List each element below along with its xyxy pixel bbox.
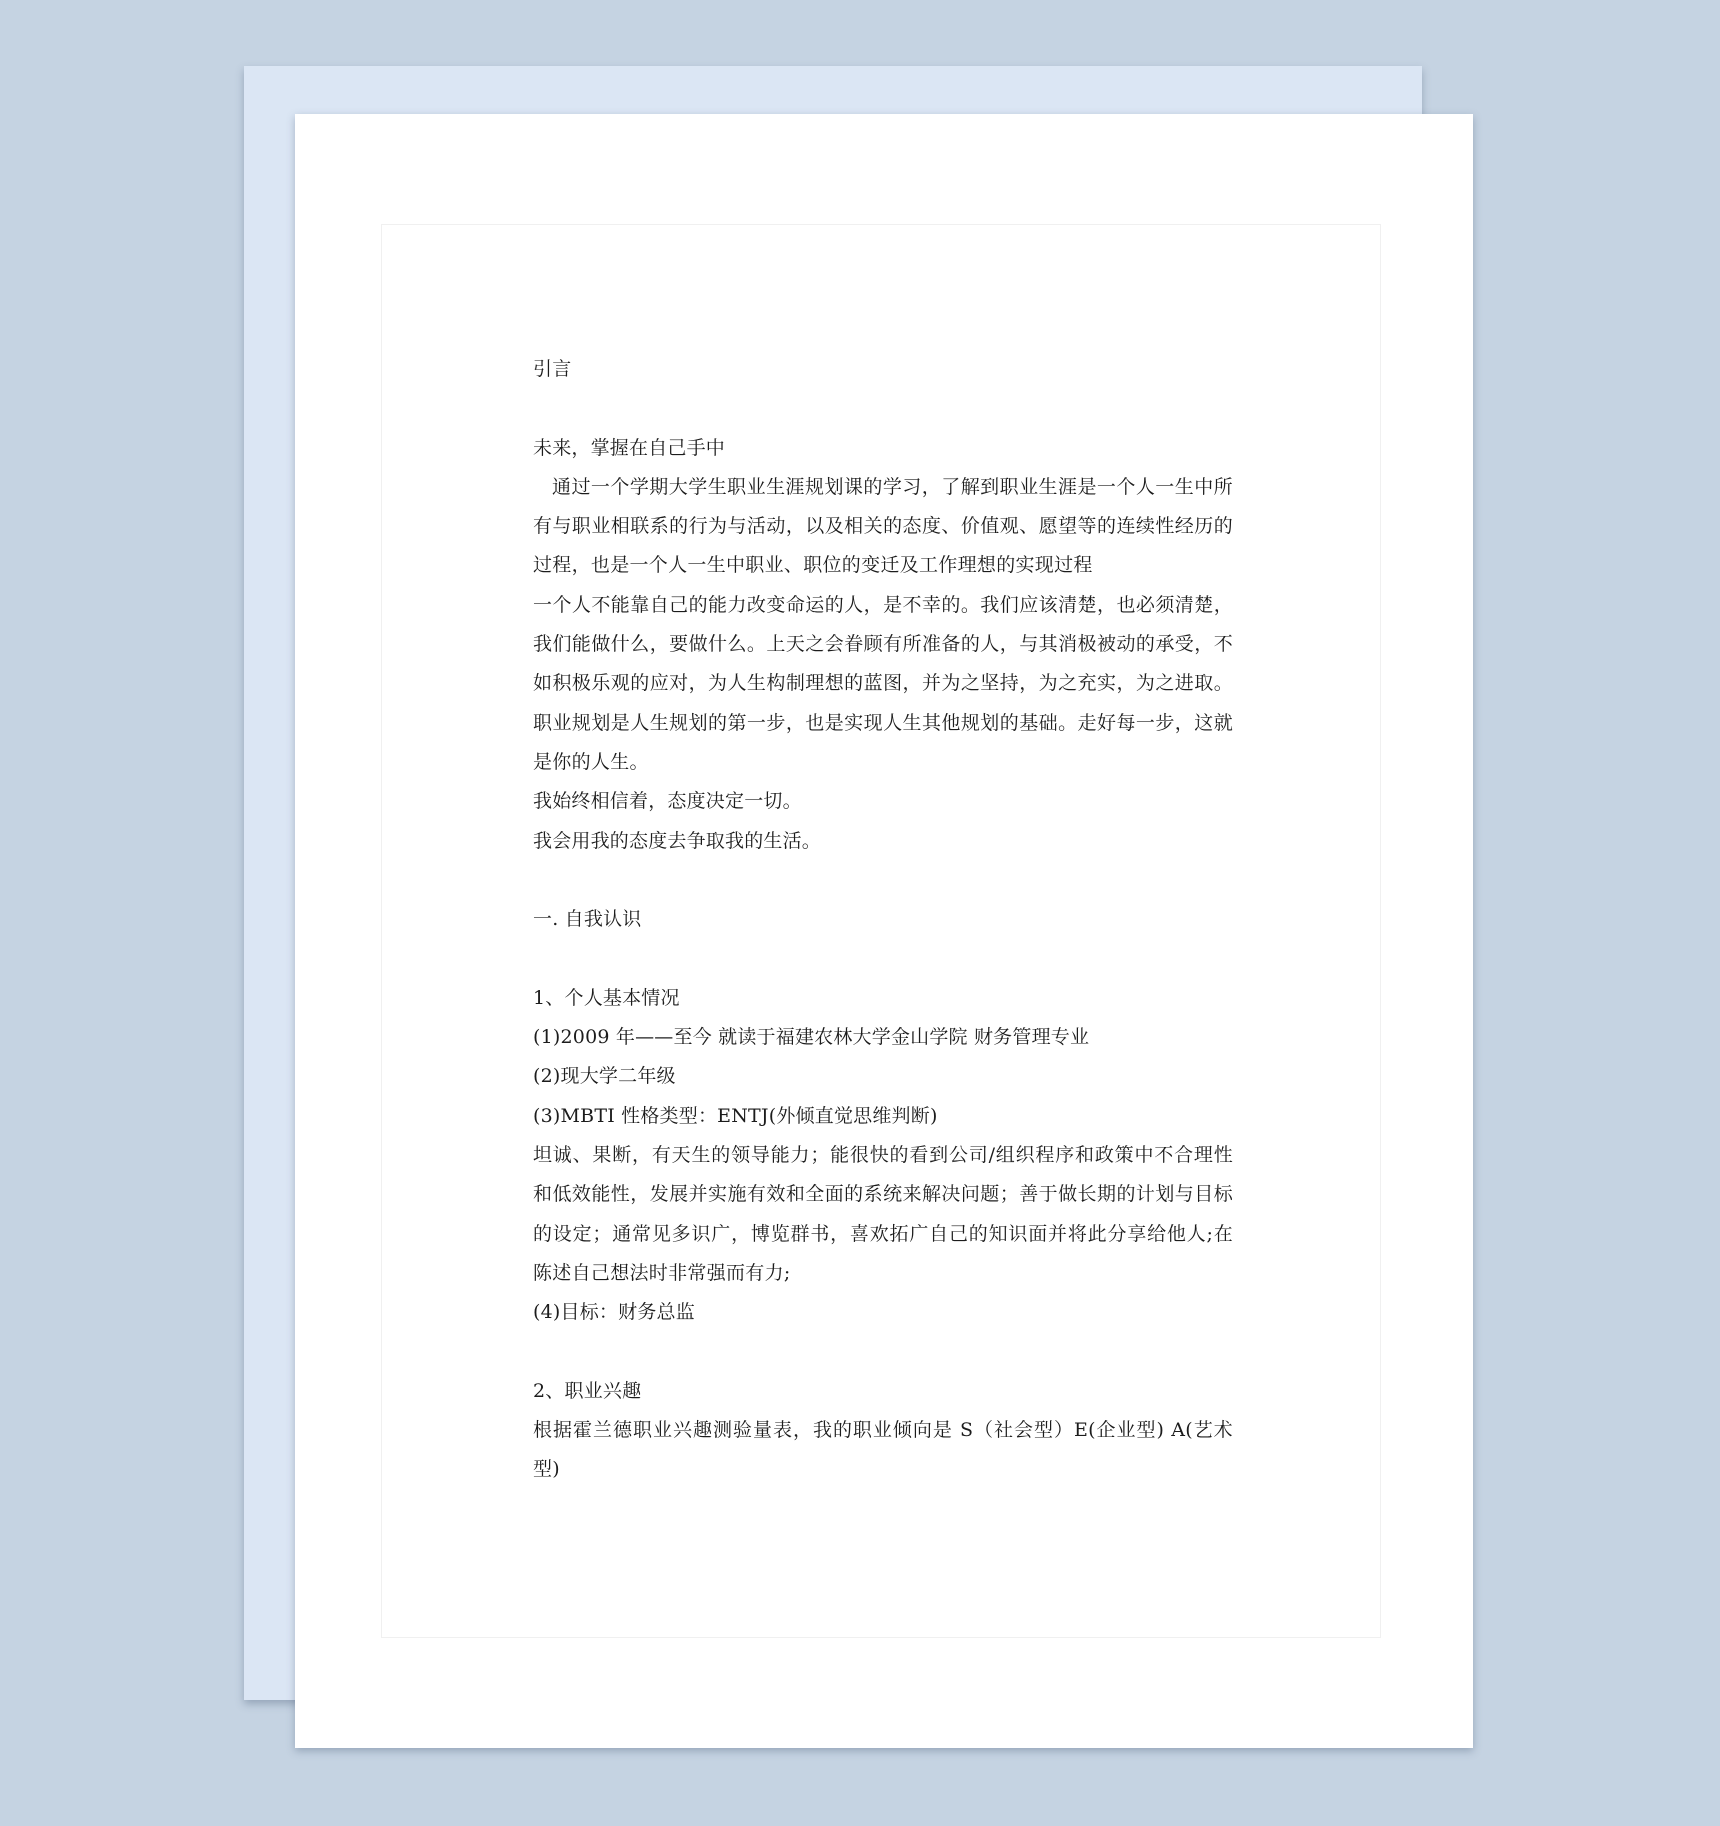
blank-line bbox=[533, 939, 1233, 978]
blank-line bbox=[533, 861, 1233, 900]
subheading-career-interest: 2、职业兴趣 bbox=[533, 1379, 642, 1402]
document-subtitle: 未来，掌握在自己手中 bbox=[533, 436, 726, 459]
document-page bbox=[295, 114, 1473, 1748]
document-title: 引言 bbox=[533, 358, 572, 380]
list-item-goal: (4)目标：财务总监 bbox=[533, 1301, 695, 1324]
list-item-education: (1)2009 年——至今 就读于福建农林大学金山学院 财务管理专业 bbox=[533, 1026, 1090, 1049]
interest-paragraph: 根据霍兰德职业兴趣测验量表，我的职业倾向是 S（社会型）E(企业型) A(艺术型) bbox=[533, 1419, 1233, 1481]
subheading-basic-info: 1、个人基本情况 bbox=[533, 986, 680, 1009]
list-item-mbti: (3)MBTI 性格类型：ENTJ(外倾直觉思维判断) bbox=[533, 1104, 938, 1127]
personality-paragraph: 坦诚、果断，有天生的领导能力；能很快的看到公司/组织程序和政策中不合理性和低效能性，发展并实施有效和全面的系统来解决问题；善于做长期的计划与目标的设定；通常见多识广，博览群书，喜欢拓广自己的知识面并将此分享给他人;在陈述自己想法时非常强而有力; bbox=[533, 1143, 1233, 1284]
document-body bbox=[533, 350, 1233, 1490]
section-heading-self-awareness: 一. 自我认识 bbox=[533, 908, 642, 931]
blank-line bbox=[533, 389, 1233, 428]
attitude-line-1: 我始终相信着，态度决定一切。 bbox=[533, 790, 802, 813]
intro-paragraph: 通过一个学期大学生职业生涯规划课的学习，了解到职业生涯是一个人一生中所有与职业相联系的行为与活动，以及相关的态度、价值观、愿望等的连续性经历的过程，也是一个人一生中职业、职位的变迁及工作理想的实现过程 bbox=[533, 475, 1233, 577]
belief-paragraph: 一个人不能靠自己的能力改变命运的人，是不幸的。我们应该清楚，也必须清楚，我们能做什么，要做什么。上天之会眷顾有所准备的人，与其消极被动的承受，不如积极乐观的应对，为人生构制理想的蓝图，并为之坚持，为之充实，为之进取。职业规划是人生规划的第一步，也是实现人生其他规划的基础。走好每一步，这就是你的人生。 bbox=[533, 593, 1233, 773]
attitude-line-2: 我会用我的态度去争取我的生活。 bbox=[533, 829, 822, 852]
list-item-grade: (2)现大学二年级 bbox=[533, 1065, 676, 1088]
blank-line bbox=[533, 1332, 1233, 1371]
